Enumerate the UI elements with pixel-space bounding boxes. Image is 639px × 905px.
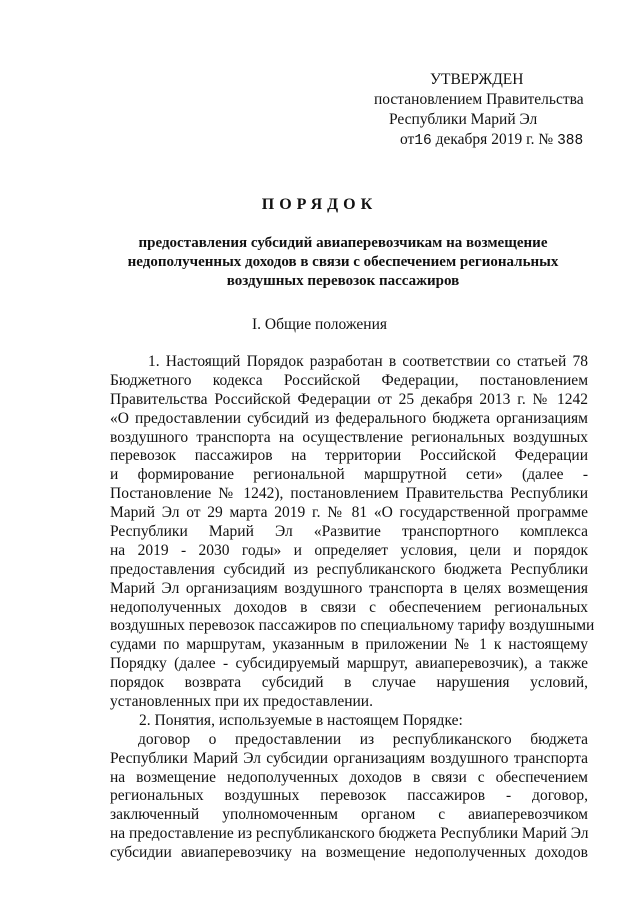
body-line: Постановление № 1242), постановлением Правительства Республики (110, 485, 588, 503)
body-line: Марий Эл организациям воздушного транспорта в целях возмещения (110, 579, 588, 597)
approval-date-day: 16 (414, 133, 432, 149)
approval-date-number: 388 (557, 133, 584, 149)
document-subtitle (118, 234, 568, 291)
body-line: воздушного транспорта на осуществление региональных воздушных (110, 428, 588, 446)
approval-line-2: Республики Марий Эл (389, 111, 538, 128)
section-heading: I. Общие положения (251, 316, 388, 333)
approval-date-prefix: от (400, 131, 415, 148)
body-line: Правительства Российской Федерации от 25 декабря 2013 г. № 1242 (110, 390, 588, 408)
body-text (110, 353, 595, 863)
body-line: 2. Понятия, используемые в настоящем Порядке: (139, 711, 463, 729)
body-line: Республики Марий Эл субсидии организациям воздушного транспорта (110, 749, 588, 767)
body-line: 1. Настоящий Порядок разработан в соответствии со статьей 78 (148, 353, 588, 370)
body-line: на предоставление из республиканского бюджета Республики Марий Эл (110, 825, 589, 843)
body-line: региональных воздушных перевозок пассажиров - договор, (110, 787, 588, 805)
body-line: «О предоставлении субсидий из федерального бюджета организациям (110, 409, 588, 427)
body-line: заключенный уполномоченным органом с авиаперевозчиком (110, 806, 588, 824)
body-line: воздушных перевозок пассажиров по специальному тарифу воздушными (110, 617, 595, 635)
body-line: на 2019 - 2030 годы» и определяет условия, цели и порядок (110, 541, 588, 559)
approval-label: УТВЕРЖДЕН (430, 71, 524, 88)
body-line: судами по маршрутам, указанным в приложении № 1 к настоящему (110, 636, 588, 654)
body-line: Бюджетного кодекса Российской Федерации, постановлением (110, 371, 588, 389)
approval-date-mid: декабря 2019 г. № (431, 131, 558, 148)
body-line: Марий Эл от 29 марта 2019 г. № 81 «О государственной программе (110, 504, 588, 522)
subtitle-line: предоставления субсидий авиаперевозчикам на возмещение (138, 235, 548, 251)
body-line: и формирование региональной маршрутной сети» (далее - (110, 466, 588, 484)
body-line: на возмещение недополученных доходов в связи с обеспечением (110, 768, 588, 786)
approval-stamp (372, 70, 607, 151)
approval-line-1: постановлением Правительства (374, 91, 584, 108)
subtitle-line: воздушных перевозок пассажиров (226, 273, 460, 289)
document-title: ПОРЯДОК (261, 196, 378, 213)
body-line: субсидии авиаперевозчику на возмещение недополученных доходов (110, 844, 588, 862)
subtitle-line: недополученных доходов в связи с обеспечением региональных (127, 254, 559, 270)
body-line: установленных при их предоставлении. (110, 693, 373, 711)
body-line: предоставления субсидий из республиканского бюджета Республики (110, 560, 588, 578)
body-line: перевозок пассажиров на территории Российской Федерации (110, 447, 588, 465)
body-line: Республики Марий Эл «Развитие транспортного комплекса (110, 523, 588, 541)
body-line: договор о предоставлении из республиканского бюджета (138, 730, 588, 748)
body-line: недополученных доходов в связи с обеспечением региональных (110, 598, 588, 616)
body-line: порядок возврата субсидий в случае нарушения условий, (110, 674, 588, 692)
approval-date-line (372, 130, 607, 151)
body-line: Порядку (далее - субсидируемый маршрут, авиаперевозчик), а также (110, 655, 588, 673)
